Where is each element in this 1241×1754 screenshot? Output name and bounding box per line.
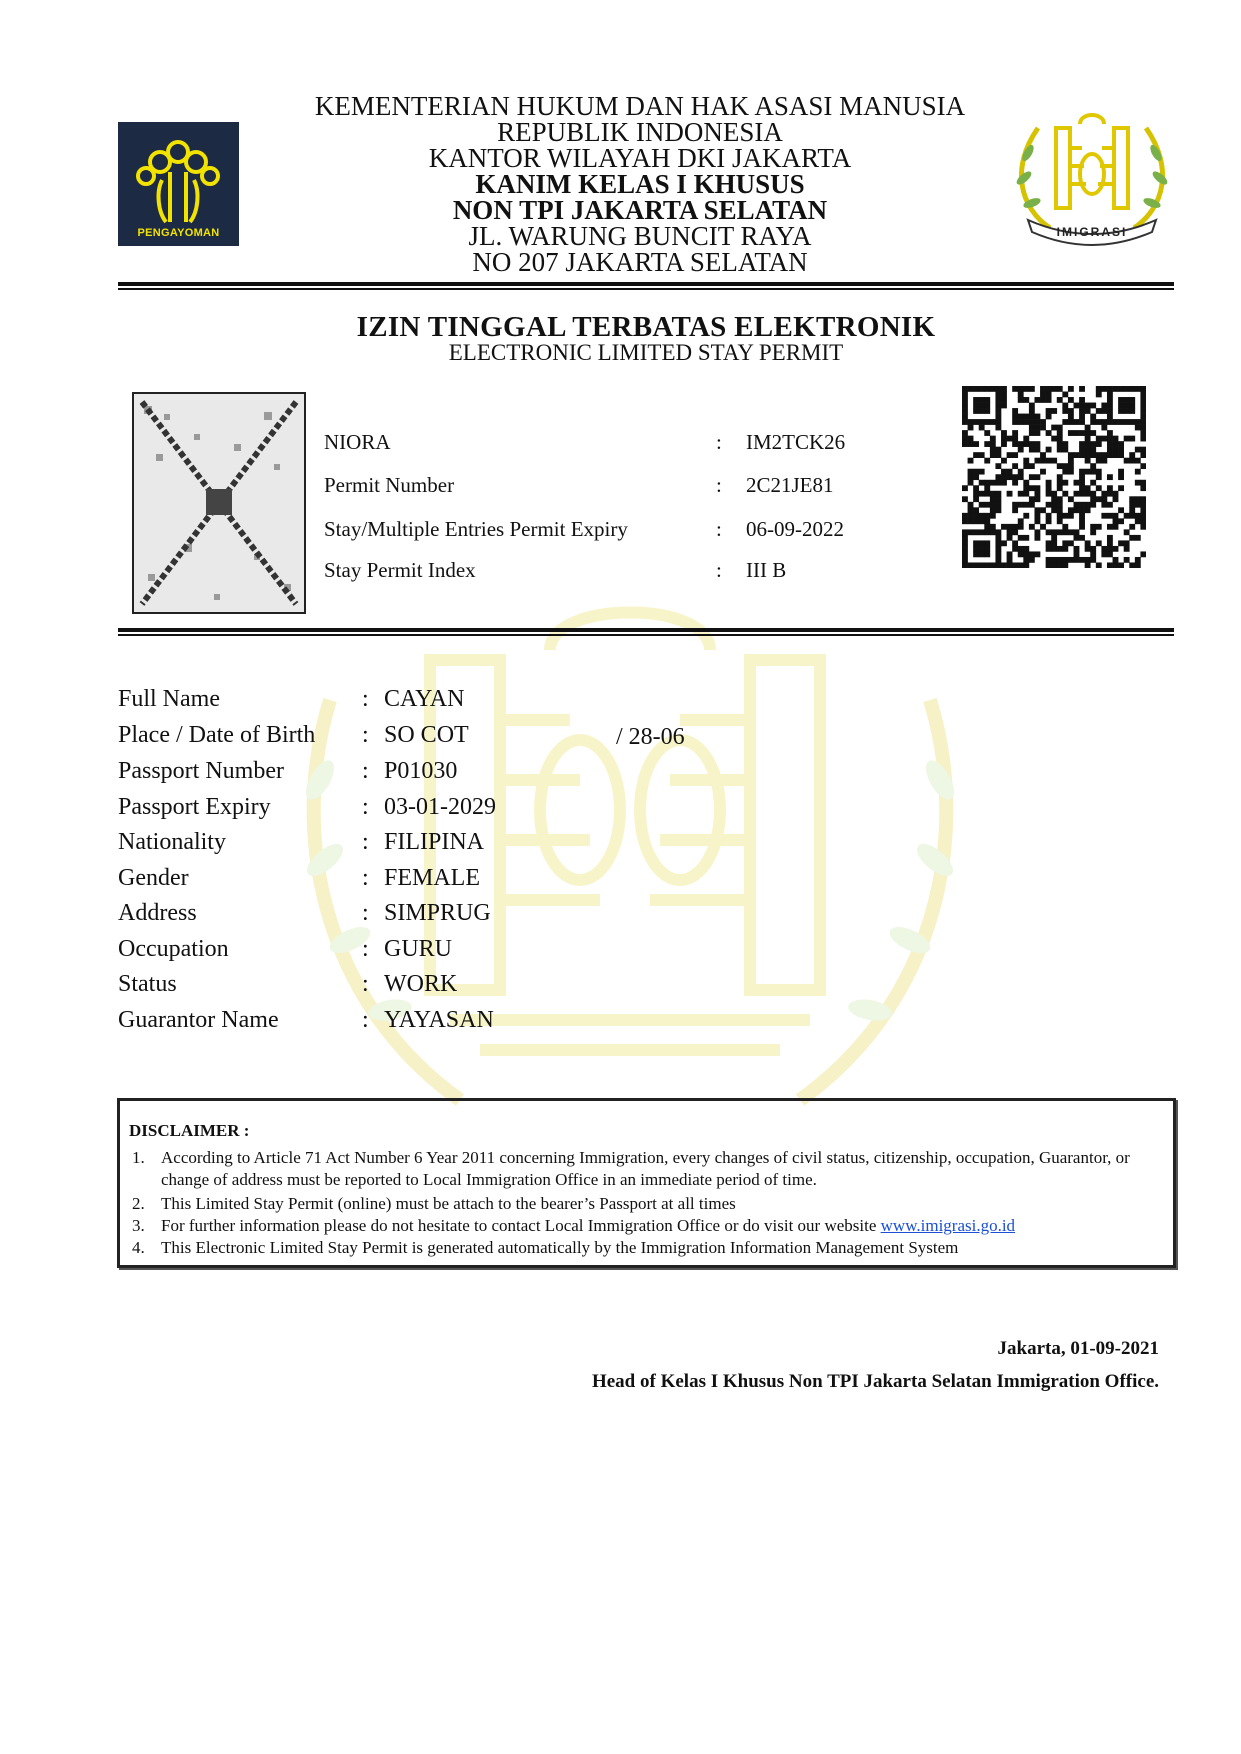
niora-value: IM2TCK26	[746, 430, 846, 454]
imigrasi-logo	[1010, 108, 1174, 248]
status-label: Status	[118, 971, 177, 997]
header-divider-thin	[118, 288, 1174, 290]
office-name-line: NON TPI JAKARTA SELATAN	[452, 195, 828, 225]
full-name-value: CAYAN	[384, 686, 465, 712]
pengayoman-logo	[118, 122, 239, 246]
disclaimer-box	[117, 1098, 1176, 1268]
holder-photo	[132, 392, 306, 614]
disclaimer-item-number: 1.	[132, 1148, 145, 1167]
nationality-value: FILIPINA	[384, 829, 484, 855]
disclaimer-item-text: For further information please do not hesitate to contact Local Immigration Office or do visit our website	[161, 1216, 881, 1235]
disclaimer-item-number: 2.	[132, 1194, 145, 1213]
passport-number-label: Passport Number	[118, 758, 284, 784]
birth-date-value: / 28-06	[616, 724, 685, 750]
republic-line: REPUBLIK INDONESIA	[497, 117, 783, 147]
birth-place-value: SO COT	[384, 722, 469, 748]
full-name-separator: :	[362, 686, 369, 712]
imigrasi-caption: IMIGRASI	[1056, 225, 1128, 239]
gender-label: Gender	[118, 865, 189, 891]
qr-code	[962, 386, 1146, 568]
full-name-label: Full Name	[118, 686, 220, 712]
occupation-label: Occupation	[118, 936, 229, 962]
permit-number-separator: :	[716, 473, 722, 497]
mid-divider-thin	[118, 634, 1174, 636]
status-value: WORK	[384, 971, 458, 997]
disclaimer-item	[132, 1147, 1152, 1191]
mid-divider	[118, 628, 1174, 632]
disclaimer-item-text: According to Article 71 Act Number 6 Year 2011 concerning Immigration, every changes of civil status, citizenship, occupation, Guarantor, or change of address must be reported to Local Immigration Office in an immediate period of time.	[161, 1148, 1130, 1189]
disclaimer-item-text: This Limited Stay Permit (online) must be attach to the bearer’s Passport at all times	[161, 1194, 736, 1213]
guarantor-value: YAYASAN	[384, 1007, 494, 1033]
website-link[interactable]: www.imigrasi.go.id	[880, 1216, 1016, 1235]
address-line: NO 207 JAKARTA SELATAN	[472, 247, 808, 277]
disclaimer-heading: DISCLAIMER :	[129, 1121, 250, 1140]
document-subtitle: ELECTRONIC LIMITED STAY PERMIT	[448, 340, 844, 365]
disclaimer-item-text: This Electronic Limited Stay Permit is generated automatically by the Immigration Information Management System	[161, 1238, 959, 1257]
birth-separator: :	[362, 722, 369, 748]
passport-expiry-label: Passport Expiry	[118, 794, 271, 820]
permit-expiry-separator: :	[716, 517, 722, 541]
permit-number-label: Permit Number	[324, 473, 455, 497]
ministry-line: KEMENTERIAN HUKUM DAN HAK ASASI MANUSIA	[314, 91, 966, 121]
birth-label: Place / Date of Birth	[118, 722, 316, 748]
address-separator: :	[362, 900, 369, 926]
disclaimer-item-number: 3.	[132, 1216, 145, 1235]
disclaimer-item-text-wrap	[161, 1215, 1151, 1237]
guarantor-label: Guarantor Name	[118, 1007, 279, 1033]
pengayoman-caption: PENGAYOMAN	[137, 227, 220, 239]
disclaimer-item-number: 4.	[132, 1238, 145, 1257]
nationality-separator: :	[362, 829, 369, 855]
permit-index-value: III B	[746, 558, 787, 582]
passport-number-separator: :	[362, 758, 369, 784]
regional-office-line: KANTOR WILAYAH DKI JAKARTA	[428, 143, 852, 173]
niora-separator: :	[716, 430, 722, 454]
header-divider	[118, 282, 1174, 286]
passport-number-value: P01030	[384, 758, 458, 784]
address-value: SIMPRUG	[384, 900, 491, 926]
signatory-title: Head of Kelas I Khusus Non TPI Jakarta Selatan Immigration Office.	[591, 1371, 1159, 1392]
kanim-line: KANIM KELAS I KHUSUS	[475, 169, 805, 199]
document-title: IZIN TINGGAL TERBATAS ELEKTRONIK	[356, 311, 936, 343]
permit-expiry-value: 06-09-2022	[746, 517, 844, 541]
permit-number-value: 2C21JE81	[746, 473, 834, 497]
permit-expiry-label: Stay/Multiple Entries Permit Expiry	[324, 517, 628, 541]
occupation-value: GURU	[384, 936, 453, 962]
nationality-label: Nationality	[118, 829, 226, 855]
status-separator: :	[362, 971, 369, 997]
disclaimer-item	[132, 1193, 1152, 1215]
gender-separator: :	[362, 865, 369, 891]
passport-expiry-value: 03-01-2029	[384, 794, 496, 820]
disclaimer-item	[132, 1237, 1152, 1259]
gender-value: FEMALE	[384, 865, 480, 891]
permit-index-label: Stay Permit Index	[324, 558, 476, 582]
permit-index-separator: :	[716, 558, 722, 582]
office-header	[250, 93, 1030, 275]
occupation-separator: :	[362, 936, 369, 962]
niora-label: NIORA	[324, 430, 391, 454]
guarantor-separator: :	[362, 1007, 369, 1033]
passport-expiry-separator: :	[362, 794, 369, 820]
address-label: Address	[118, 900, 197, 926]
issue-place-date: Jakarta, 01-09-2021	[997, 1338, 1159, 1359]
disclaimer-item	[132, 1215, 1152, 1237]
street-line: JL. WARUNG BUNCIT RAYA	[468, 221, 812, 251]
